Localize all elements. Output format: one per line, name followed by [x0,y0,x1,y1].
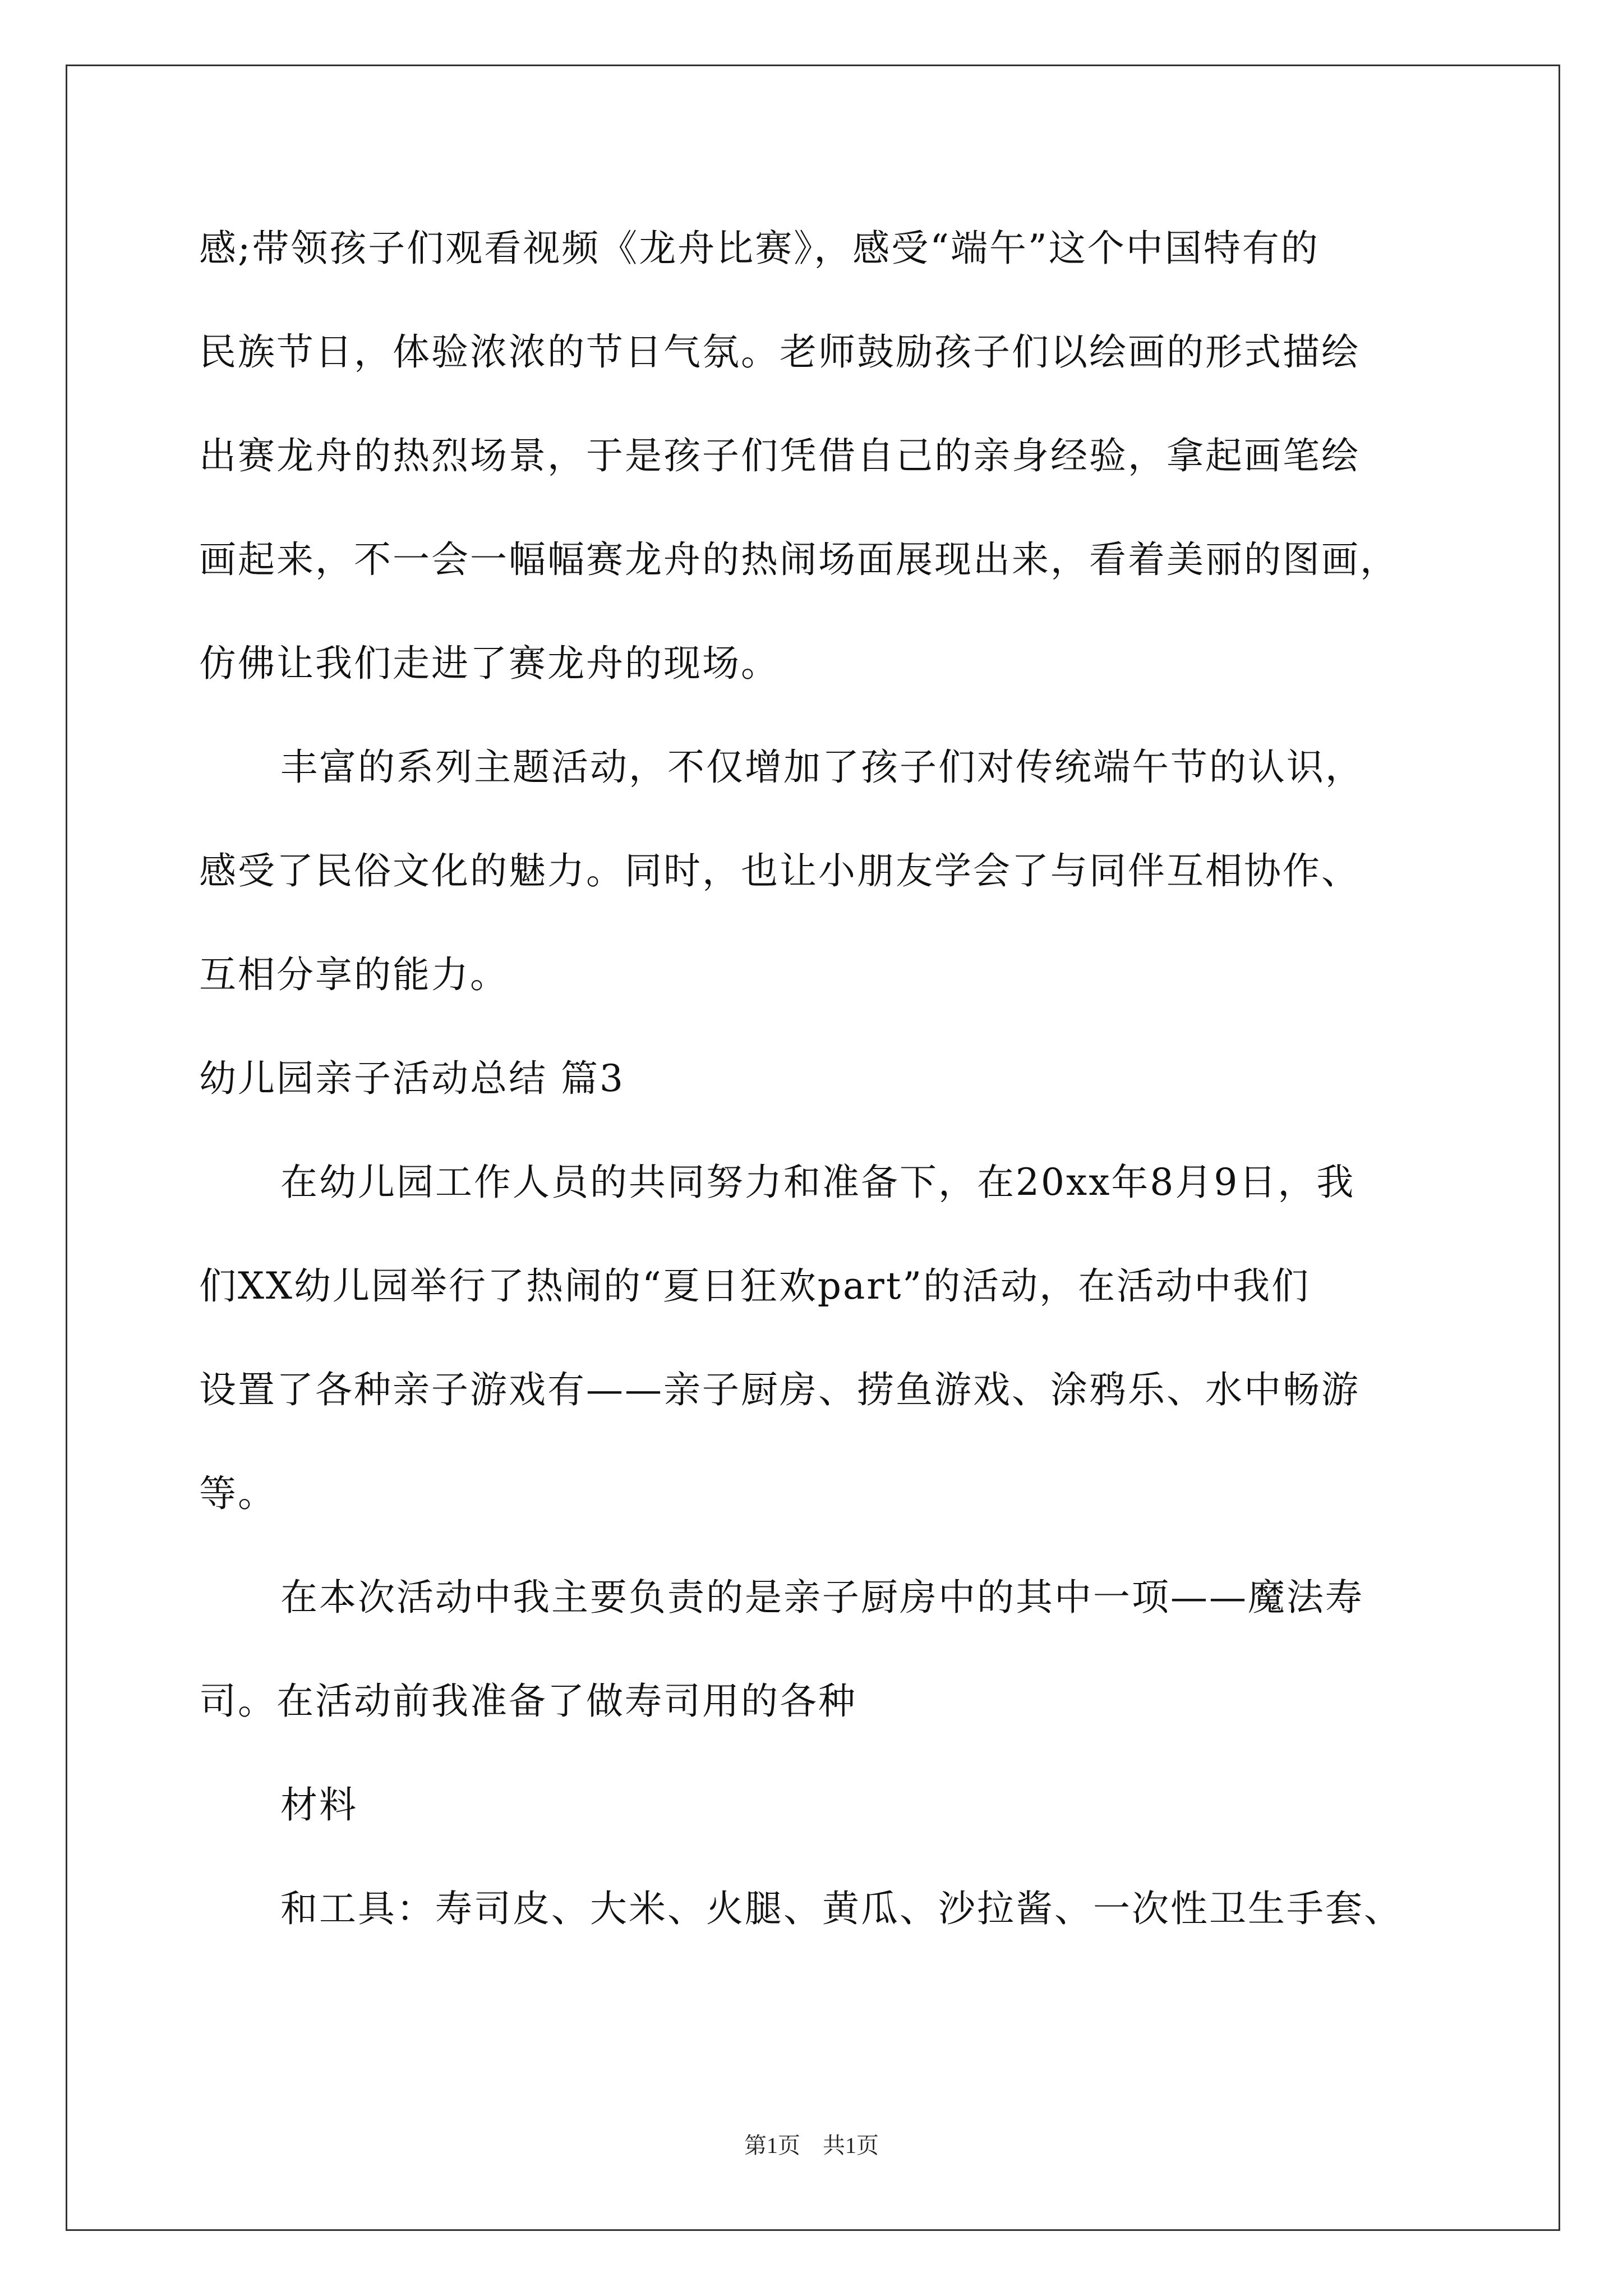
page-footer [0,2132,1623,2160]
paragraph-3-line-1: 在幼儿园工作人员的共同努力和准备下，在20xx年8月9日，我 [280,1161,1355,1204]
paragraph-3-line-4: 等。 [199,1472,276,1515]
paragraph-3-line-3: 设置了各种亲子游戏有——亲子厨房、捞鱼游戏、涂鸦乐、水中畅游 [199,1368,1360,1411]
paragraph-2-line-3: 互相分享的能力。 [199,953,509,996]
paragraph-1-line-4: 画起来，不一会一幅幅赛龙舟的热闹场面展现出来，看着美丽的图画， [199,538,1399,581]
paragraph-2-line-2: 感受了民俗文化的魅力。同时，也让小朋友学会了与同伴互相协作、 [199,849,1360,892]
paragraph-2-line-1: 丰富的系列主题活动，不仅增加了孩子们对传统端午节的认识， [280,746,1364,789]
paragraph-4-line-2: 司。在活动前我准备了做寿司用的各种 [199,1680,857,1723]
paragraph-1-line-2: 民族节日，体验浓浓的节日气氛。老师鼓励孩子们以绘画的形式描绘 [199,330,1360,374]
paragraph-5-line-1: 材料 [280,1783,358,1826]
paragraph-1-line-1: 感;带领孩子们观看视频《龙舟比赛》，感受“端午”这个中国特有的 [199,227,1320,270]
page-number-current: 第1页 [744,2133,800,2158]
page-number-total: 共1页 [823,2133,879,2158]
paragraph-1-line-3: 出赛龙舟的热烈场景，于是孩子们凭借自己的亲身经验，拿起画笔绘 [199,434,1360,477]
paragraph-3-line-2: 们XX幼儿园举行了热闹的“夏日狂欢part”的活动，在活动中我们 [199,1264,1311,1308]
paragraph-1-line-5: 仿佛让我们走进了赛龙舟的现场。 [199,642,780,685]
paragraph-6-line-1: 和工具：寿司皮、大米、火腿、黄瓜、沙拉酱、一次性卫生手套、 [280,1887,1403,1930]
section-heading: 幼儿园亲子活动总结 篇3 [199,1057,625,1100]
paragraph-4-line-1: 在本次活动中我主要负责的是亲子厨房中的其中一项——魔法寿 [280,1576,1364,1619]
